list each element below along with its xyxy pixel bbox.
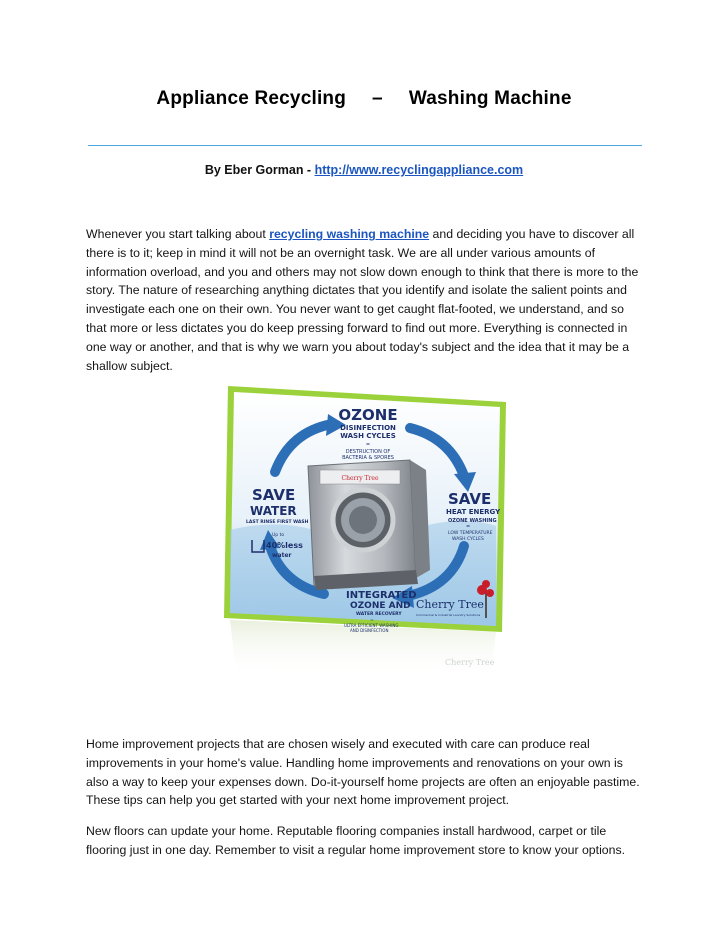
- save-heat-cycles: WASH CYCLES: [452, 537, 484, 542]
- washing-machine-illustration: [308, 460, 430, 590]
- ozone-eq: =: [365, 442, 371, 448]
- title-left: Appliance Recycling: [156, 88, 347, 109]
- integrated-eq: =: [370, 618, 374, 623]
- integrated-subtitle: OZONE AND: [350, 601, 411, 611]
- title-separator: –: [372, 88, 383, 109]
- brand-name: Cherry Tree: [416, 598, 484, 611]
- ozone-title: OZONE: [338, 406, 398, 424]
- home-improvement-paragraph: Home improvement projects that are chosen wisely and executed with care can produce real improvements in your home's value. Handling home improvements and renovations on your own is also a way to keep your expenses down. Do-it-yourself home projects are often an enjoyable pastime. These tips can help you get started with your next home improvement project.: [86, 737, 640, 808]
- flooring-paragraph: New floors can update your home. Reputable flooring companies install hardwood, carpet or tile flooring just in one day. Remember to visit a regular home improvement store to know your options.: [86, 824, 626, 857]
- save-water-line: LAST RINSE FIRST WASH: [246, 520, 309, 525]
- page-title: [0, 88, 728, 110]
- save-heat-title: SAVE: [448, 490, 492, 508]
- washing-machine-infographic: [220, 380, 510, 680]
- title-right: Washing Machine: [408, 88, 572, 109]
- title-divider: [88, 145, 642, 146]
- ozone-sub1: DISINFECTION: [340, 424, 396, 432]
- ozone-sub3: DESTRUCTION OF: [345, 449, 391, 455]
- ozone-sub4: BACTERIA & SPORES: [342, 455, 394, 461]
- save-heat-eq: =: [466, 524, 471, 530]
- p1-after: and deciding you have to discover all there is to it; keep in mind it will not be an overnight task. We are all under various amounts of information overload, and you and others may not slow down enough to think that there is more to the story. The nature of researching anything dictates that you identify and isolate the salient points and investigate each one on their own. You never want to get caught flat-footed, we understand, and so that more or less dictates you do keep pressing forward to find out more. Everything is connected in one way or another, and that is why we warn you about today's subject and the idea that it may be a shallow subject.: [86, 227, 639, 373]
- integrated-title: INTEGRATED: [346, 590, 417, 601]
- ozone-sub2: WASH CYCLES: [340, 432, 396, 440]
- brand-tagline: Commercial & Industrial Laundry Solutions: [416, 613, 481, 617]
- integrated-desc1: ULTRA EFFICIENT WASHING: [344, 623, 399, 628]
- infographic-svg: [220, 380, 510, 680]
- reflection-brand: Cherry Tree: [445, 658, 495, 667]
- p1-before: Whenever you start talking about: [86, 227, 270, 241]
- save-water-title: SAVE: [252, 486, 296, 504]
- save-water-percent: 40%less: [266, 541, 303, 550]
- save-water-unit: water: [272, 552, 292, 559]
- save-heat-subtitle: HEAT ENERGY: [446, 508, 501, 516]
- recycling-washing-machine-link[interactable]: recycling washing machine: [269, 227, 430, 241]
- save-water-subtitle: WATER: [250, 504, 297, 518]
- machine-badge: Cherry Tree: [341, 475, 379, 482]
- integrated-desc2: AND DISINFECTION: [350, 628, 389, 633]
- byline: [0, 163, 728, 177]
- intro-paragraph: [86, 225, 646, 375]
- integrated-line: WATER RECOVERY: [356, 612, 402, 617]
- byline-prefix: By Eber Gorman -: [204, 163, 315, 177]
- save-heat-line: OZONE WASHING: [448, 518, 497, 524]
- save-heat-low: LOW TEMPERATURE: [448, 531, 493, 536]
- byline-link[interactable]: http://www.recyclingappliance.com: [314, 163, 524, 177]
- save-water-upto: Up to: [272, 533, 285, 538]
